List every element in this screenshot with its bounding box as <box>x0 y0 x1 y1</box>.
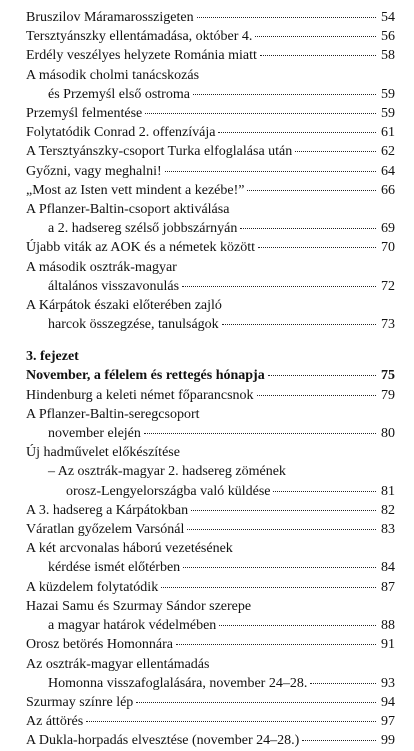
toc-entry-title: harcok összegzése, tanulságok <box>48 317 219 333</box>
toc-entry-title: Váratlan győzelem Varsónál <box>26 522 185 538</box>
table-of-contents <box>26 8 395 751</box>
dot-leader <box>197 17 376 18</box>
dot-leader <box>187 529 376 530</box>
toc-entry-title: Az áttörés <box>26 714 84 730</box>
toc-entry <box>26 712 395 731</box>
toc-entry <box>26 238 395 257</box>
page-number: 70 <box>381 240 395 256</box>
toc-entry <box>26 200 395 238</box>
page-number: 79 <box>381 387 395 403</box>
dot-leader <box>193 94 376 95</box>
page-number: 84 <box>381 560 395 576</box>
toc-entry-title: A Pflanzer-Baltin-csoport aktiválása <box>26 202 230 218</box>
toc-entry-title: orosz-Lengyelországba való küldése <box>66 483 271 499</box>
dot-leader <box>176 644 376 645</box>
toc-entry <box>26 181 395 200</box>
page-number: 66 <box>381 182 395 198</box>
toc-entry-title: Az osztrák-magyar ellentámadás <box>26 656 210 672</box>
toc-entry <box>26 66 395 104</box>
dot-leader <box>295 151 376 152</box>
toc-entry <box>26 501 395 520</box>
dot-leader <box>255 36 376 37</box>
toc-entry <box>26 578 395 597</box>
toc-entry-title: A második cholmi tanácskozás <box>26 67 200 83</box>
toc-entry <box>26 46 395 65</box>
toc-entry-title: A Pflanzer-Baltin-seregcsoport <box>26 406 200 422</box>
toc-entry <box>26 539 395 577</box>
toc-entry <box>26 731 395 750</box>
toc-entry-title: A küzdelem folytatódik <box>26 579 159 595</box>
page-number: 91 <box>381 637 395 653</box>
toc-entry-title: „Most az Isten vett mindent a kezébe!” <box>26 182 245 198</box>
dot-leader <box>145 113 376 114</box>
toc-entry-title: Hindenburg a keleti német főparancsnok <box>26 387 254 403</box>
dot-leader <box>310 683 376 684</box>
chapter-label: 3. fejezet <box>26 349 79 365</box>
chapter-title: November, a félelem és rettegés hónapja <box>26 368 265 384</box>
toc-entry-title: november elején <box>48 426 141 442</box>
dot-leader <box>161 587 376 588</box>
toc-entry-title: – Az osztrák-magyar 2. hadsereg zömének <box>48 464 286 480</box>
dot-leader <box>247 190 376 191</box>
toc-entry-title: A Tersztyánszky-csoport Turka elfoglalása után <box>26 144 293 160</box>
toc-entry <box>26 142 395 161</box>
dot-leader <box>260 55 376 56</box>
toc-entry <box>26 405 395 443</box>
page-number: 58 <box>381 48 395 64</box>
dot-leader <box>144 433 376 434</box>
toc-entry <box>26 597 395 635</box>
dot-leader <box>219 625 376 626</box>
toc-entry <box>26 296 395 334</box>
dot-leader <box>222 324 376 325</box>
page-number: 97 <box>381 714 395 730</box>
page-number: 82 <box>381 502 395 518</box>
dot-leader <box>218 132 376 133</box>
dot-leader <box>86 721 376 722</box>
dot-leader <box>240 228 376 229</box>
toc-entry-title: A két arcvonalas háború vezetésének <box>26 541 233 557</box>
toc-entry <box>26 162 395 181</box>
toc-entry <box>26 655 395 693</box>
page-number: 94 <box>381 694 395 710</box>
toc-section-chapter-3 <box>26 386 395 751</box>
page-number: 99 <box>381 733 395 749</box>
toc-entry-title: Szurmay színre lép <box>26 694 134 710</box>
toc-entry-title: általános visszavonulás <box>48 278 180 294</box>
toc-entry <box>26 104 395 123</box>
toc-entry <box>26 123 395 142</box>
toc-entry <box>26 635 395 654</box>
toc-entry-title: Tersztyánszky ellentámadása, október 4. <box>26 29 253 45</box>
page-number: 87 <box>381 579 395 595</box>
toc-entry-title: Erdély veszélyes helyzete Románia miatt <box>26 48 257 64</box>
toc-entry-title: Folytatódik Conrad 2. offenzívája <box>26 125 216 141</box>
toc-entry <box>26 386 395 405</box>
toc-entry-title: Przemyśl felmentése <box>26 106 143 122</box>
dot-leader <box>273 491 376 492</box>
page-number: 72 <box>381 278 395 294</box>
page-number: 59 <box>381 86 395 102</box>
page-number: 83 <box>381 522 395 538</box>
toc-entry-title: a magyar határok védelmében <box>48 618 217 634</box>
toc-entry-title: A 3. hadsereg a Kárpátokban <box>26 502 189 518</box>
toc-section-chapter-2-continued <box>26 8 395 334</box>
toc-entry-title: a 2. hadsereg szélső jobbszárnyán <box>48 221 238 237</box>
toc-entry-title: Bruszilov Máramarosszigeten <box>26 10 194 25</box>
dot-leader <box>268 375 376 376</box>
toc-entry <box>26 520 395 539</box>
dot-leader <box>136 702 376 703</box>
toc-entry-title: A második osztrák-magyar <box>26 259 177 275</box>
dot-leader <box>183 567 376 568</box>
page-number: 59 <box>381 106 395 122</box>
dot-leader <box>258 247 376 248</box>
page-number: 88 <box>381 618 395 634</box>
dot-leader <box>302 740 376 741</box>
toc-entry-title: kérdése ismét előtérben <box>48 560 181 576</box>
toc-entry <box>26 27 395 46</box>
toc-entry-title: és Przemyśl első ostroma <box>48 86 190 102</box>
page-number: 61 <box>381 125 395 141</box>
page-number: 56 <box>381 29 395 45</box>
toc-entry-title: Új hadművelet előkészítése <box>26 445 180 461</box>
page-number: 54 <box>381 10 395 25</box>
dot-leader <box>257 395 376 396</box>
toc-entry-title: A Kárpátok északi előterében zajló <box>26 298 222 314</box>
page-number: 73 <box>381 317 395 333</box>
page-number: 80 <box>381 426 395 442</box>
toc-entry <box>26 258 395 296</box>
toc-entry <box>26 693 395 712</box>
chapter-title-entry <box>26 366 395 385</box>
toc-entry-title: Hazai Samu és Szurmay Sándor szerepe <box>26 598 252 614</box>
page-number: 75 <box>381 368 395 384</box>
dot-leader <box>182 286 376 287</box>
page-number: 69 <box>381 221 395 237</box>
toc-entry <box>26 8 395 27</box>
toc-entry-title: Újabb viták az AOK és a németek között <box>26 240 255 256</box>
page-number: 64 <box>381 163 395 179</box>
page-number: 62 <box>381 144 395 160</box>
dot-leader <box>191 510 376 511</box>
toc-entry-title: Győzni, vagy meghalni! <box>26 163 162 179</box>
dot-leader <box>165 171 376 172</box>
toc-entry-title: A Dukla-horpadás elvesztése (november 24–28.) <box>26 733 300 749</box>
toc-entry-title: Orosz betörés Homonnára <box>26 637 173 653</box>
page-number: 81 <box>381 483 395 499</box>
toc-entry-title: Homonna visszafoglalására, november 24–28. <box>48 675 308 691</box>
page-number: 93 <box>381 675 395 691</box>
toc-entry <box>26 443 395 501</box>
